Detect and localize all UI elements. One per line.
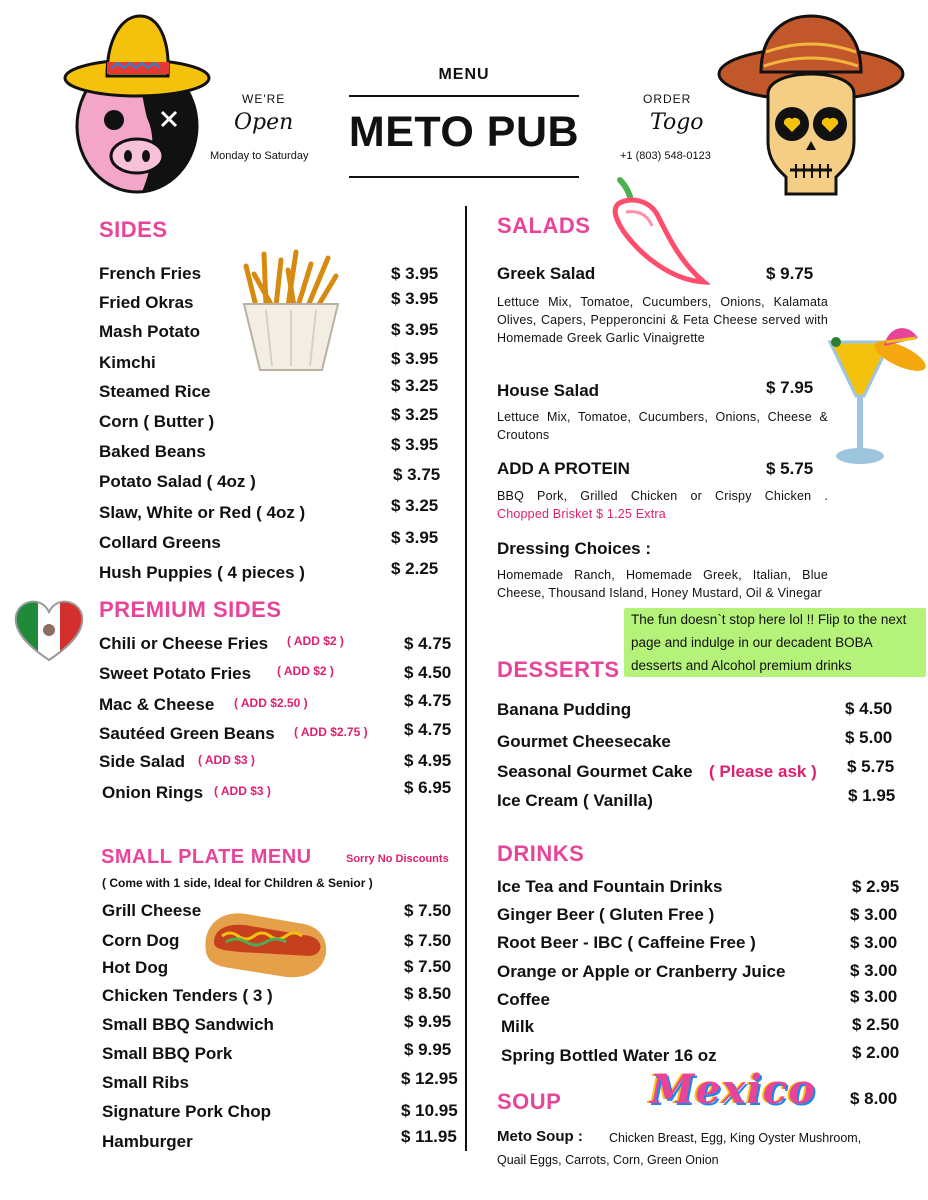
open-script: Open <box>234 110 294 135</box>
small-plate-item-price: $ 7.50 <box>404 931 452 950</box>
side-item-name: Kimchi <box>99 353 156 372</box>
small-plate-item-name: Small BBQ Pork <box>102 1044 233 1063</box>
small-plate-item-name: Small BBQ Sandwich <box>102 1015 274 1034</box>
side-item-price: $ 3.95 <box>391 289 439 308</box>
side-item-price: $ 2.25 <box>391 559 439 578</box>
dessert-item-price: $ 5.75 <box>847 757 895 776</box>
premium-item-name: Mac & Cheese <box>99 695 215 714</box>
premium-item-add: ( ADD $2.75 ) <box>294 725 368 739</box>
house-salad-price: $ 7.95 <box>766 378 814 397</box>
house-salad-name: House Salad <box>497 381 600 400</box>
side-item-price: $ 3.25 <box>391 496 439 515</box>
side-item-name: Slaw, White or Red ( 4oz ) <box>99 503 306 522</box>
premium-item-price: $ 4.95 <box>404 751 452 770</box>
order-label: ORDER <box>643 92 692 106</box>
premium-item-add: ( ADD $3 ) <box>214 784 271 798</box>
premium-item-add: ( ADD $2 ) <box>287 634 344 648</box>
house-salad-desc: Lettuce Mix, Tomatoe, Cucumbers, Onions, Cheese & Croutons <box>497 410 828 442</box>
premium-item-price: $ 4.50 <box>404 663 452 682</box>
column-divider <box>465 206 467 1151</box>
dessert-item-price: $ 4.50 <box>845 699 893 718</box>
dessert-item-name: Ice Cream ( Vanilla) <box>497 791 653 810</box>
premium-item-add: ( ADD $3 ) <box>198 753 255 767</box>
dessert-item-price: $ 5.00 <box>845 728 893 747</box>
side-item-price: $ 3.95 <box>391 435 439 454</box>
drink-item-name: Milk <box>501 1017 535 1036</box>
side-item-name: Collard Greens <box>99 533 221 552</box>
dessert-item-name: Banana Pudding <box>497 700 632 719</box>
side-item-price: $ 3.25 <box>391 376 439 395</box>
small-plate-title: SMALL PLATE MENU <box>101 846 312 868</box>
hot-dog-icon <box>200 896 330 986</box>
side-item-name: Fried Okras <box>99 293 194 312</box>
drink-item-name: Coffee <box>497 990 550 1009</box>
dessert-item-name: Gourmet Cheesecake <box>497 732 671 751</box>
drink-item-name: Root Beer - IBC ( Caffeine Free ) <box>497 933 756 952</box>
sides-title: SIDES <box>99 217 168 242</box>
premium-item-name: Chili or Cheese Fries <box>99 634 269 653</box>
dessert-ask: ( Please ask ) <box>709 762 817 781</box>
mexico-heart-icon <box>12 598 86 664</box>
greek-salad-name: Greek Salad <box>497 264 596 283</box>
drink-item-price: $ 2.95 <box>852 877 900 896</box>
small-plate-item-name: Chicken Tenders ( 3 ) <box>102 986 273 1005</box>
phone-number[interactable]: +1 (803) 548-0123 <box>620 150 711 162</box>
soup-title: SOUP <box>497 1089 562 1114</box>
dressing-title: Dressing Choices : <box>497 539 651 558</box>
premium-item-price: $ 6.95 <box>404 778 452 797</box>
side-item-name: Corn ( Butter ) <box>99 412 215 431</box>
side-item-name: Steamed Rice <box>99 382 211 401</box>
side-item-name: Hush Puppies ( 4 pieces ) <box>99 563 305 582</box>
greek-salad-price: $ 9.75 <box>766 264 814 283</box>
side-item-name: Mash Potato <box>99 322 201 341</box>
side-item-price: $ 3.75 <box>393 465 441 484</box>
premium-item-price: $ 4.75 <box>404 634 452 653</box>
small-plate-item-price: $ 12.95 <box>401 1069 458 1088</box>
small-plate-item-price: $ 7.50 <box>404 901 452 920</box>
premium-item-name: Onion Rings <box>102 783 204 802</box>
side-item-price: $ 3.25 <box>391 405 439 424</box>
side-item-price: $ 3.95 <box>391 349 439 368</box>
open-hours: Monday to Saturday <box>210 150 309 162</box>
add-protein-price: $ 5.75 <box>766 459 814 478</box>
small-plate-item-price: $ 9.95 <box>404 1012 452 1031</box>
drink-item-price: $ 2.00 <box>852 1043 900 1062</box>
sugar-skull-sombrero-icon <box>716 12 906 202</box>
small-plate-item-name: Hamburger <box>102 1132 193 1151</box>
premium-item-name: Sweet Potato Fries <box>99 664 252 683</box>
dessert-item-name: Seasonal Gourmet Cake <box>497 762 693 781</box>
brisket-extra: Chopped Brisket $ 1.25 Extra <box>497 507 666 521</box>
small-plate-item-name: Signature Pork Chop <box>102 1102 272 1121</box>
side-item-name: French Fries <box>99 264 202 283</box>
restaurant-title: METO PUB <box>348 108 580 156</box>
togo-script: Togo <box>650 110 704 135</box>
premium-sides-title: PREMIUM SIDES <box>99 597 282 622</box>
side-item-name: Baked Beans <box>99 442 206 461</box>
open-label: WE'RE <box>242 92 286 106</box>
drink-item-name: Ginger Beer ( Gluten Free ) <box>497 905 715 924</box>
drink-item-price: $ 3.00 <box>850 987 898 1006</box>
small-plate-item-price: $ 7.50 <box>404 957 452 976</box>
add-protein-name: ADD A PROTEIN <box>497 459 630 478</box>
chili-pepper-icon <box>600 172 710 292</box>
greek-salad-desc: Lettuce Mix, Tomatoe, Cucumbers, Onions, Kalamata Olives, Capers, Pepperoncini & Feta Cheese served with Homemade Greek Garlic Vinaigrette <box>497 295 828 345</box>
drink-item-name: Spring Bottled Water 16 oz <box>501 1046 717 1065</box>
premium-item-price: $ 4.75 <box>404 720 452 739</box>
premium-item-add: ( ADD $2.50 ) <box>234 696 308 710</box>
soup-desc-line1: Chicken Breast, Egg, King Oyster Mushroom, <box>609 1131 862 1145</box>
premium-item-name: Side Salad <box>99 752 185 771</box>
dessert-item-price: $ 1.95 <box>848 786 896 805</box>
pig-sombrero-icon <box>62 8 212 203</box>
small-plate-item-name: Grill Cheese <box>102 901 202 920</box>
salads-title: SALADS <box>497 213 591 238</box>
soup-price: $ 8.00 <box>850 1089 898 1108</box>
next-page-callout: The fun doesn`t stop here lol !! Flip to the next page and indulge in our decadent BOBA desserts and Alcohol premium drinks <box>624 608 926 677</box>
desserts-title: DESSERTS <box>497 657 620 682</box>
menu-label: MENU <box>438 66 490 83</box>
drinks-title: DRINKS <box>497 841 585 866</box>
small-plate-item-name: Small Ribs <box>102 1073 189 1092</box>
drink-item-price: $ 3.00 <box>850 933 898 952</box>
small-plate-item-name: Corn Dog <box>102 931 180 950</box>
side-item-name: Potato Salad ( 4oz ) <box>99 472 256 491</box>
small-plate-subtitle: ( Come with 1 side, Ideal for Children & Senior ) <box>102 876 373 890</box>
side-item-price: $ 3.95 <box>391 320 439 339</box>
mexico-logo-icon: Mexico <box>650 1066 816 1113</box>
soup-desc-line2: Quail Eggs, Carrots, Corn, Green Onion <box>497 1153 719 1167</box>
soup-name: Meto Soup : <box>497 1128 583 1145</box>
side-item-price: $ 3.95 <box>391 264 439 283</box>
dressing-desc: Homemade Ranch, Homemade Greek, Italian, Blue Cheese, Thousand Island, Honey Mustard, Oil & Vinegar <box>497 568 828 600</box>
side-item-price: $ 3.95 <box>391 528 439 547</box>
drink-item-price: $ 3.00 <box>850 905 898 924</box>
header-rule-top <box>349 95 579 97</box>
small-plate-item-price: $ 9.95 <box>404 1040 452 1059</box>
small-plate-item-price: $ 10.95 <box>401 1101 458 1120</box>
drink-item-price: $ 2.50 <box>852 1015 900 1034</box>
small-plate-item-price: $ 8.50 <box>404 984 452 1003</box>
french-fries-icon <box>236 246 346 376</box>
small-plate-item-name: Hot Dog <box>102 958 169 977</box>
premium-item-price: $ 4.75 <box>404 691 452 710</box>
small-plate-item-price: $ 11.95 <box>401 1127 457 1146</box>
margarita-sombrero-icon <box>820 316 928 470</box>
drink-item-name: Orange or Apple or Cranberry Juice <box>497 962 786 981</box>
premium-item-add: ( ADD $2 ) <box>277 664 334 678</box>
premium-item-name: Sautéed Green Beans <box>99 724 275 743</box>
drink-item-name: Ice Tea and Fountain Drinks <box>497 877 723 896</box>
small-plate-note: Sorry No Discounts <box>346 853 449 865</box>
drink-item-price: $ 3.00 <box>850 961 898 980</box>
add-protein-desc: BBQ Pork, Grilled Chicken or Crispy Chicken . <box>497 489 828 503</box>
header-rule-bottom <box>349 176 579 178</box>
